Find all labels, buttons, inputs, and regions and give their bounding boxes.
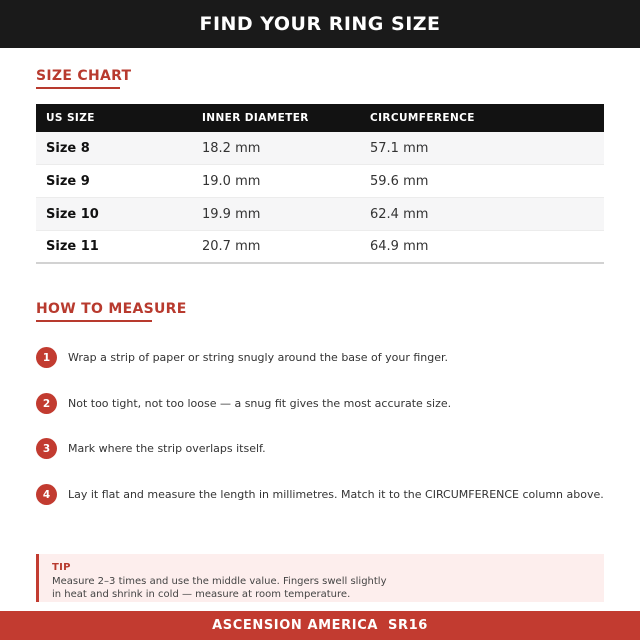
circumference-cell: 64.9 mm xyxy=(370,239,429,254)
step-number-badge: 4 xyxy=(36,484,57,505)
measure-step xyxy=(36,393,616,414)
column-header-circumference: CIRCUMFERENCE xyxy=(370,112,475,124)
footer-model: SR16 xyxy=(388,618,428,633)
inner-diameter-cell: 19.9 mm xyxy=(202,206,261,222)
size-chart-underline xyxy=(36,87,120,89)
column-header-us-size: US SIZE xyxy=(46,112,95,124)
table-header xyxy=(36,104,604,132)
table-row xyxy=(36,198,604,231)
step-number-badge: 2 xyxy=(36,393,57,414)
circumference-cell: 59.6 mm xyxy=(370,173,429,189)
circumference-cell: 62.4 mm xyxy=(370,206,429,222)
measure-step xyxy=(36,484,616,505)
how-to-measure-underline xyxy=(36,320,152,322)
footer-brand: ASCENSION AMERICA xyxy=(212,618,379,633)
footer-bar xyxy=(0,611,640,640)
column-header-inner-diameter: INNER DIAMETER xyxy=(202,112,309,124)
size-chart-table xyxy=(36,104,604,264)
page-title: FIND YOUR RING SIZE xyxy=(199,13,441,35)
us-size-cell: Size 8 xyxy=(46,140,90,156)
step-text: Wrap a strip of paper or string snugly around the base of your finger. xyxy=(68,351,449,364)
us-size-cell: Size 11 xyxy=(46,239,99,254)
step-text: Not too tight, not too loose — a snug fit gives the most accurate size. xyxy=(68,397,452,410)
us-size-cell: Size 9 xyxy=(46,173,90,189)
table-row xyxy=(36,165,604,198)
step-number-badge: 3 xyxy=(36,438,57,459)
tip-text-line-2: in heat and shrink in cold — measure at room temperature. xyxy=(52,589,351,600)
measure-step xyxy=(36,347,616,368)
inner-diameter-cell: 20.7 mm xyxy=(202,239,261,254)
tip-callout xyxy=(36,554,604,602)
page-header xyxy=(0,0,640,48)
table-row xyxy=(36,132,604,165)
step-text: Mark where the strip overlaps itself. xyxy=(68,442,266,455)
how-to-measure-heading: HOW TO MEASURE xyxy=(36,301,187,317)
circumference-cell: 57.1 mm xyxy=(370,140,429,156)
size-chart-heading: SIZE CHART xyxy=(36,68,132,84)
measure-step xyxy=(36,438,616,459)
tip-label: TIP xyxy=(52,562,71,573)
us-size-cell: Size 10 xyxy=(46,206,99,222)
inner-diameter-cell: 19.0 mm xyxy=(202,173,261,189)
table-row xyxy=(36,231,604,264)
tip-text-line-1: Measure 2–3 times and use the middle value. Fingers swell slightly xyxy=(52,576,387,587)
inner-diameter-cell: 18.2 mm xyxy=(202,140,261,156)
step-text: Lay it flat and measure the length in millimetres. Match it to the CIRCUMFERENCE column above. xyxy=(68,488,604,501)
step-number-badge: 1 xyxy=(36,347,57,368)
